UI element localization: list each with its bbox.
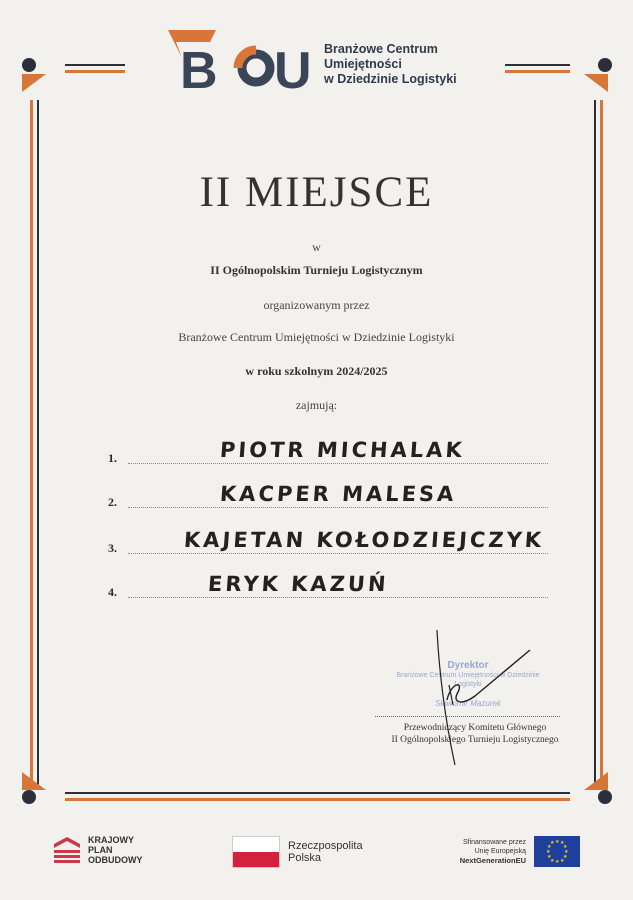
border-line xyxy=(505,64,570,66)
participant-number: 3. xyxy=(108,541,117,555)
participant-name: KACPER MALESA xyxy=(219,482,458,506)
signatory-title-line: II Ogólnopolskiego Turnieju Logistycznego xyxy=(391,735,559,745)
signature-line xyxy=(375,716,560,717)
school-year: w roku szkolnym 2024/2025 xyxy=(245,364,388,378)
tournament-name: II Ogólnopolskim Turnieju Logistycznym xyxy=(210,263,423,277)
participant-name: KAJETAN KOŁODZIEJCZYK xyxy=(183,528,545,552)
svg-text:U: U xyxy=(274,42,312,98)
participant-number: 1. xyxy=(108,451,117,465)
svg-text:★: ★ xyxy=(563,854,568,860)
corner-triangle xyxy=(22,772,46,790)
rp-text-line: Polska xyxy=(288,852,322,864)
participant-row xyxy=(108,438,548,465)
participant-number: 2. xyxy=(108,495,117,509)
eu-flag-icon xyxy=(534,836,580,867)
participant-name: ERYK KAZUŃ xyxy=(207,572,390,596)
border-bottom xyxy=(65,792,570,794)
logo-line: Umiejętności xyxy=(324,57,402,71)
corner-triangle xyxy=(22,74,46,92)
svg-text:★: ★ xyxy=(550,858,555,864)
svg-text:★: ★ xyxy=(546,849,551,855)
stamp-name: Sławomir Mazurek xyxy=(435,699,501,708)
logo-text xyxy=(324,42,484,87)
svg-text:★: ★ xyxy=(555,859,560,865)
kpo-text-line: KRAJOWY xyxy=(88,835,135,845)
stamp-org: Branżowe Centrum Umiejętności w Dziedzinie Logistyki xyxy=(396,672,540,688)
participant-row xyxy=(108,482,548,509)
border-line xyxy=(65,70,125,73)
svg-text:★: ★ xyxy=(550,840,555,846)
rp-text-line: Rzeczpospolita xyxy=(288,840,363,852)
corner-dot xyxy=(598,790,612,804)
border-line xyxy=(505,70,570,73)
kpo-text-line: PLAN xyxy=(88,845,113,855)
participant-row xyxy=(108,528,548,555)
svg-text:★: ★ xyxy=(547,854,552,860)
stamp-role: Dyrektor xyxy=(447,660,489,671)
border-line xyxy=(65,64,125,66)
eu-text xyxy=(448,838,526,865)
svg-text:★: ★ xyxy=(564,849,569,855)
eu-text-line: NextGenerationEU xyxy=(459,856,526,865)
logo-line: Branżowe Centrum xyxy=(324,42,438,56)
border-bottom-accent xyxy=(65,798,570,801)
text-line: zajmują: xyxy=(295,398,338,412)
corner-triangle xyxy=(584,772,608,790)
corner-triangle xyxy=(584,74,608,92)
svg-text:★: ★ xyxy=(563,844,568,850)
kpo-logo xyxy=(52,835,143,872)
participant-row xyxy=(108,572,548,599)
polish-flag-icon xyxy=(232,836,280,868)
dotted-line xyxy=(128,463,548,464)
signatory-title-line: Przewodniczący Komitetu Głównego xyxy=(403,723,547,733)
dotted-line xyxy=(128,507,548,508)
corner-dot xyxy=(22,58,36,72)
handwritten-signature xyxy=(425,630,535,770)
dotted-line xyxy=(128,553,548,554)
dotted-line xyxy=(128,597,548,598)
eu-text-line: Sfinansowane przez xyxy=(462,839,526,846)
kpo-text xyxy=(88,835,143,865)
eu-text-line: Unię Europejską xyxy=(474,848,526,855)
logo-line: w Dziedzinie Logistyki xyxy=(324,72,457,86)
participant-name: PIOTR MICHALAK xyxy=(219,438,466,462)
bcu-logo xyxy=(168,28,478,98)
organizer-name: Branżowe Centrum Umiejętności w Dziedzinie Logistyki xyxy=(178,330,455,344)
text-line: w xyxy=(312,240,321,254)
kpo-icon xyxy=(52,835,82,867)
corner-dot xyxy=(22,790,36,804)
svg-text:★: ★ xyxy=(555,839,560,845)
svg-text:B: B xyxy=(180,42,218,98)
signatory-title xyxy=(360,722,590,746)
corner-dot xyxy=(598,58,612,72)
kpo-text-line: ODBUDOWY xyxy=(88,855,143,865)
rp-text xyxy=(288,840,363,864)
svg-text:★: ★ xyxy=(547,844,552,850)
bcu-logo-mark xyxy=(168,28,318,98)
certificate-title: II MIEJSCE xyxy=(199,169,434,216)
participant-number: 4. xyxy=(108,585,117,599)
text-line: organizowanym przez xyxy=(263,298,370,312)
svg-text:★: ★ xyxy=(560,840,565,846)
svg-text:★: ★ xyxy=(560,858,565,864)
